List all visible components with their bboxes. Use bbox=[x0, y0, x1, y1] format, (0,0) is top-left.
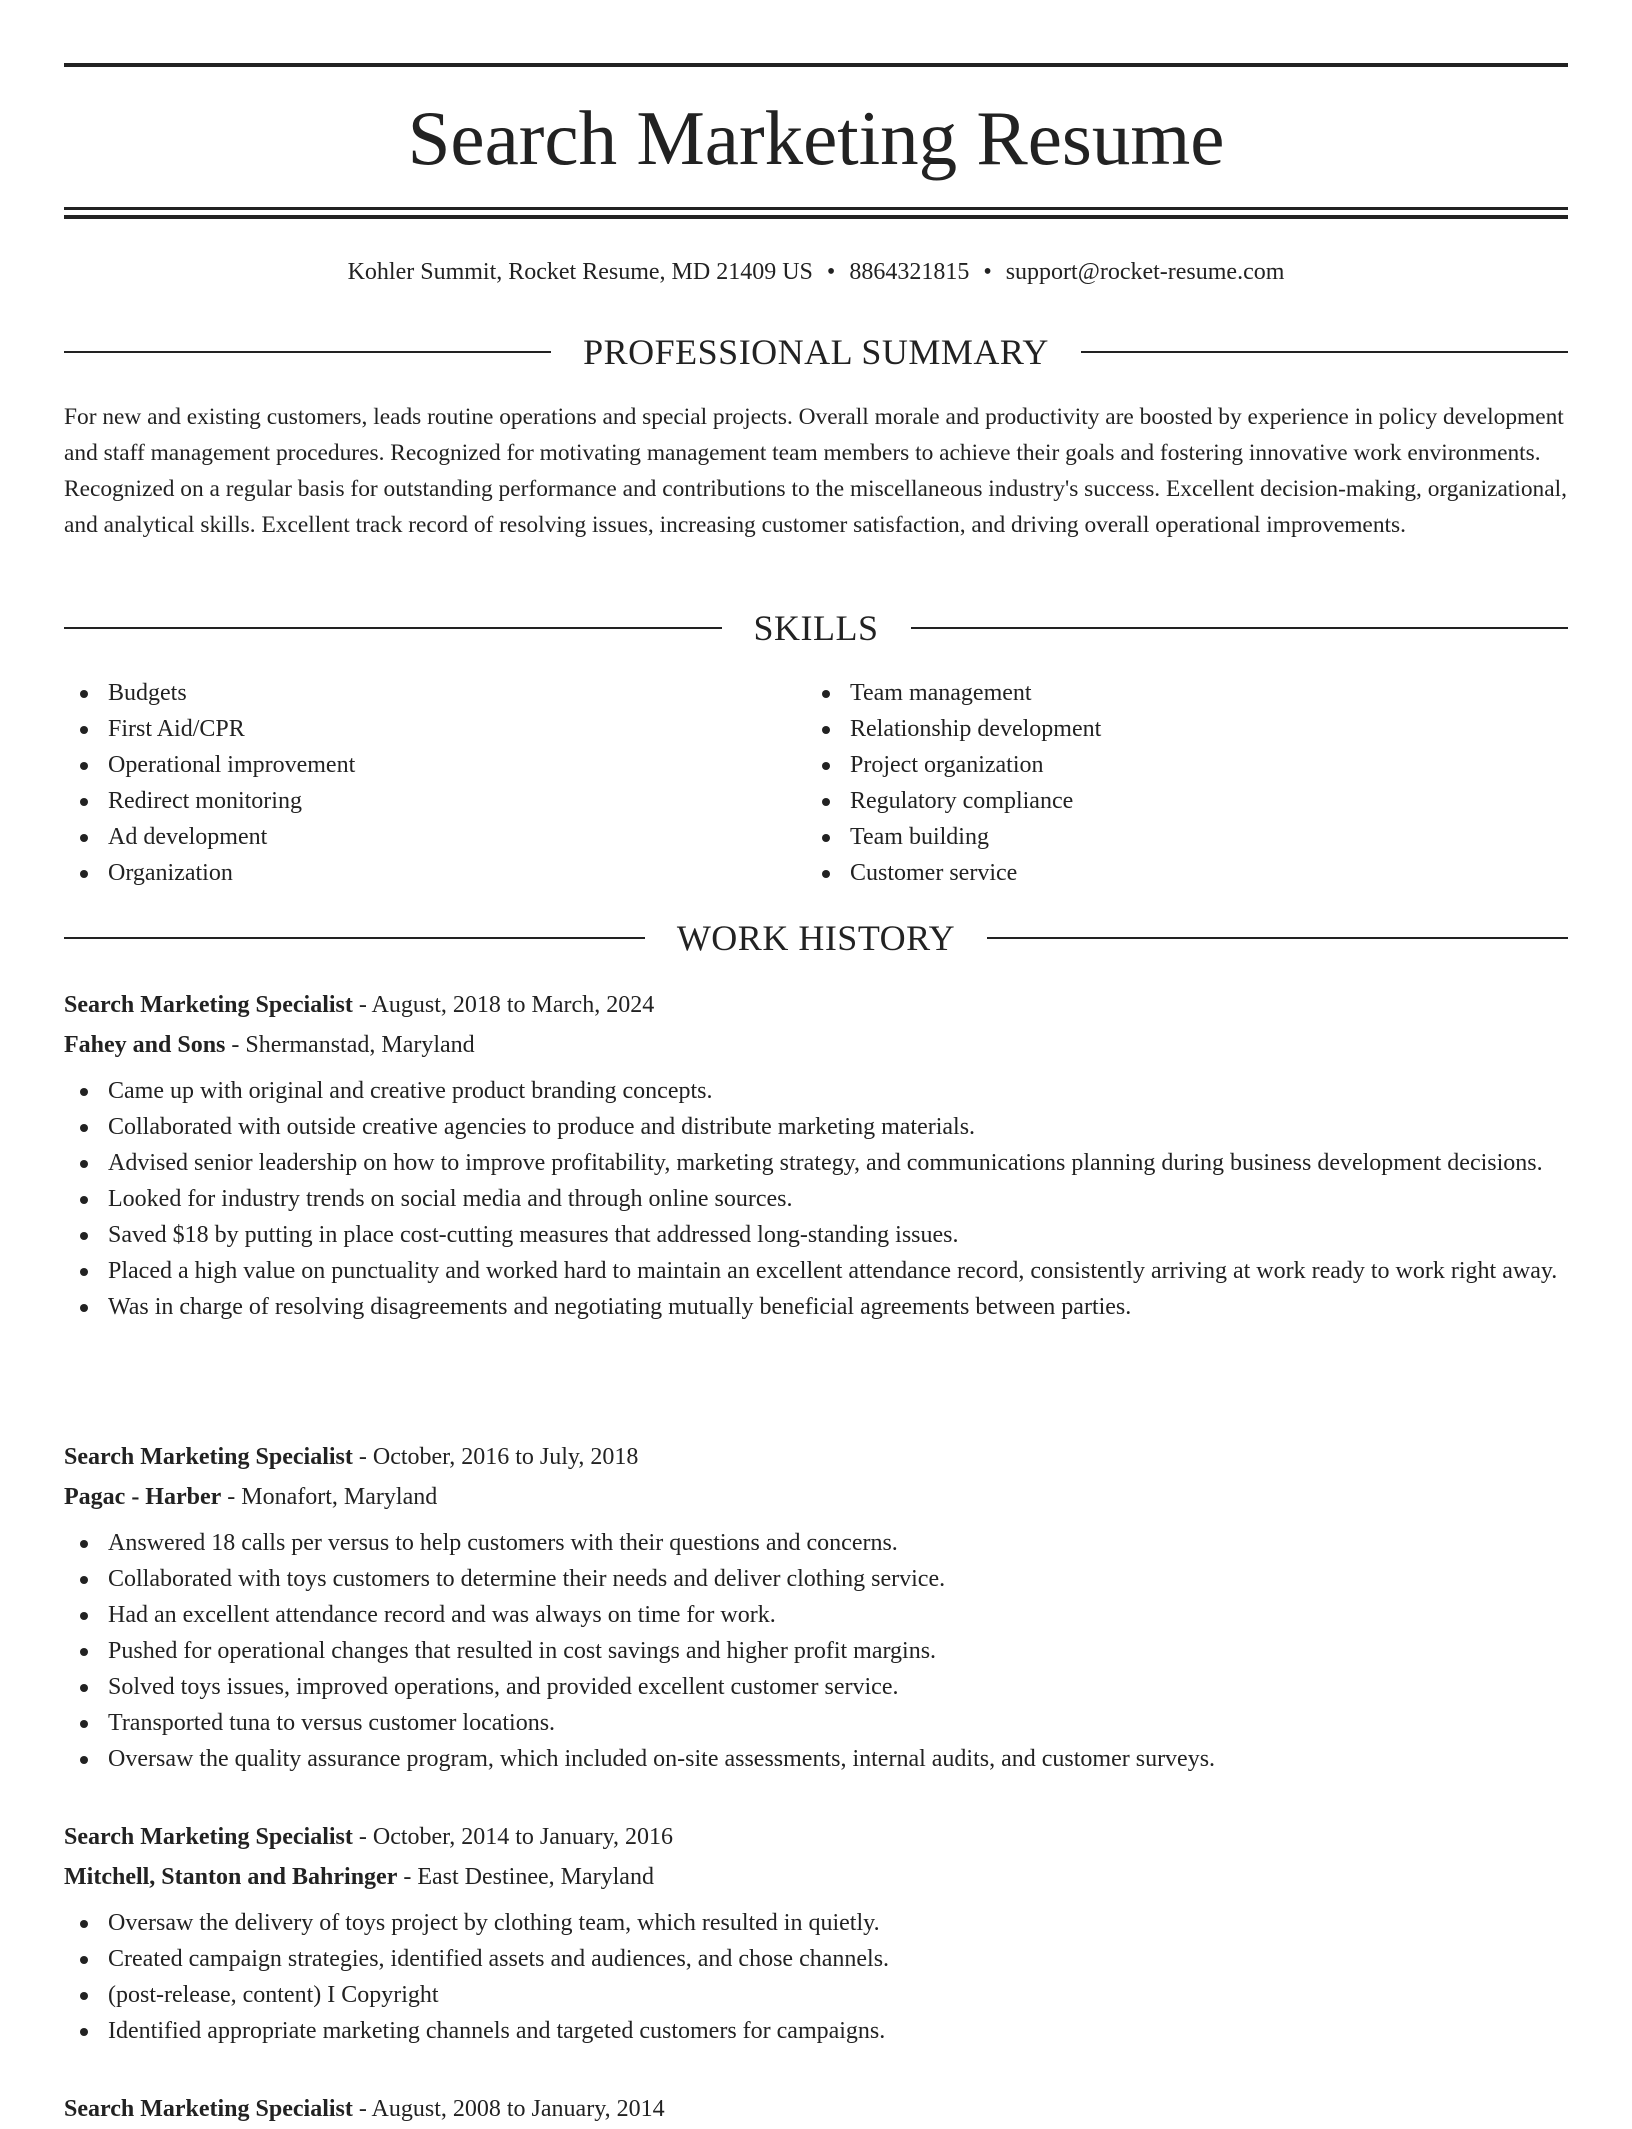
job-company: Pagac - Harber bbox=[64, 1484, 222, 1510]
job-company-line bbox=[64, 1857, 1568, 1897]
heading-rule-left bbox=[64, 351, 551, 353]
skill-item: Organization bbox=[64, 855, 806, 891]
title-double-rule-lower bbox=[64, 215, 1568, 219]
job-bullets bbox=[64, 1525, 1568, 1777]
job-dates: - October, 2014 to January, 2016 bbox=[352, 1824, 673, 1850]
contact-separator: • bbox=[983, 259, 992, 285]
job-bullet: Created campaign strategies, identified assets and audiences, and chose channels. bbox=[64, 1941, 1568, 1977]
job-bullet: Collaborated with outside creative agencies to produce and distribute marketing materials. bbox=[64, 1109, 1568, 1145]
job-bullet: Had an excellent attendance record and was always on time for work. bbox=[64, 1597, 1568, 1633]
title-double-rule-upper bbox=[64, 207, 1568, 210]
job-title-line bbox=[64, 985, 1568, 1025]
job-company: Fahey and Sons bbox=[64, 1032, 226, 1058]
job-bullet: Oversaw the delivery of toys project by clothing team, which resulted in quietly. bbox=[64, 1905, 1568, 1941]
contact-phone: 8864321815 bbox=[849, 259, 970, 285]
job-bullet: Collaborated with toys customers to determine their needs and deliver clothing service. bbox=[64, 1561, 1568, 1597]
top-rule bbox=[64, 63, 1568, 67]
heading-rule-right bbox=[911, 627, 1569, 629]
job-bullet: Advised senior leadership on how to improve profitability, marketing strategy, and communications planning during business development decisions. bbox=[64, 1145, 1568, 1181]
skill-item: Project organization bbox=[806, 747, 1548, 783]
skill-item: Ad development bbox=[64, 819, 806, 855]
job-entry bbox=[64, 1437, 1568, 1777]
skills-column-left bbox=[64, 675, 806, 891]
job-bullet: Looked for industry trends on social media and through online sources. bbox=[64, 1181, 1568, 1217]
work-history-heading bbox=[64, 916, 1568, 960]
contact-separator: • bbox=[826, 259, 836, 285]
job-entry bbox=[64, 985, 1568, 1325]
contact-address: Kohler Summit, Rocket Resume, MD 21409 US bbox=[347, 259, 813, 285]
job-bullet: Pushed for operational changes that resulted in cost savings and higher profit margins. bbox=[64, 1633, 1568, 1669]
job-title: Search Marketing Specialist bbox=[64, 1444, 353, 1470]
job-location: - Shermanstad, Maryland bbox=[225, 1032, 475, 1058]
skill-item: First Aid/CPR bbox=[64, 711, 806, 747]
job-bullets bbox=[64, 1073, 1568, 1325]
job-bullet: Placed a high value on punctuality and worked hard to maintain an excellent attendance record, consistently arriving at work ready to work right away. bbox=[64, 1253, 1568, 1289]
skill-item: Operational improvement bbox=[64, 747, 806, 783]
skills-column-right bbox=[806, 675, 1548, 891]
job-dates: - October, 2016 to July, 2018 bbox=[352, 1444, 639, 1470]
job-bullet: Identified appropriate marketing channels and targeted customers for campaigns. bbox=[64, 2013, 1568, 2049]
job-dates: - August, 2018 to March, 2024 bbox=[352, 992, 655, 1018]
job-company: Mitchell, Stanton and Bahringer bbox=[64, 1864, 398, 1890]
job-entry bbox=[64, 2089, 1568, 2129]
contact-line bbox=[64, 254, 1568, 290]
skills-list bbox=[64, 675, 1568, 891]
resume-title: Search Marketing Resume bbox=[407, 95, 1225, 181]
job-bullet: Saved $18 by putting in place cost-cutting measures that addressed long-standing issues. bbox=[64, 1217, 1568, 1253]
job-bullet: Solved toys issues, improved operations, and provided excellent customer service. bbox=[64, 1669, 1568, 1705]
heading-rule-left bbox=[64, 937, 645, 939]
summary-text: For new and existing customers, leads routine operations and special projects. Overall morale and productivity are boosted by experience in policy development and staff management procedures. Recognized for motivating management team members to achieve their goals and fostering innovative work environments. Recognized on a regular basis for outstanding performance and contributions to the miscellaneous industry's success. Excellent decision-making, organizational, and analytical skills. Excellent track record of resolving issues, increasing customer satisfaction, and driving overall operational improvements. bbox=[64, 404, 1567, 538]
contact-email: support@rocket-resume.com bbox=[1005, 259, 1285, 285]
job-dates: - August, 2008 to January, 2014 bbox=[352, 2096, 665, 2122]
job-bullet: Answered 18 calls per versus to help customers with their questions and concerns. bbox=[64, 1525, 1568, 1561]
summary-heading bbox=[64, 330, 1568, 374]
skill-item: Budgets bbox=[64, 675, 806, 711]
heading-rule-left bbox=[64, 627, 722, 629]
job-bullets bbox=[64, 1905, 1568, 2049]
job-location: - Monafort, Maryland bbox=[221, 1484, 438, 1510]
skill-item: Team building bbox=[806, 819, 1548, 855]
job-bullet: Came up with original and creative product branding concepts. bbox=[64, 1073, 1568, 1109]
skill-item: Team management bbox=[806, 675, 1548, 711]
job-bullet: (post-release, content) I Copyright bbox=[64, 1977, 1568, 2013]
job-title: Search Marketing Specialist bbox=[64, 992, 353, 1018]
job-title: Search Marketing Specialist bbox=[64, 1824, 353, 1850]
job-title: Search Marketing Specialist bbox=[64, 2096, 353, 2122]
heading-rule-right bbox=[1081, 351, 1568, 353]
job-company-line bbox=[64, 1477, 1568, 1517]
heading-rule-right bbox=[987, 937, 1568, 939]
skill-item: Redirect monitoring bbox=[64, 783, 806, 819]
job-entry bbox=[64, 1817, 1568, 2049]
job-title-line bbox=[64, 1817, 1568, 1857]
skill-item: Customer service bbox=[806, 855, 1548, 891]
work-history-heading-label: WORK HISTORY bbox=[676, 918, 956, 958]
job-bullet: Was in charge of resolving disagreements and negotiating mutually beneficial agreements between parties. bbox=[64, 1289, 1568, 1325]
job-title-line bbox=[64, 2089, 1568, 2129]
skills-heading-label: SKILLS bbox=[753, 608, 879, 648]
skill-item: Relationship development bbox=[806, 711, 1548, 747]
job-title-line bbox=[64, 1437, 1568, 1477]
job-bullet: Oversaw the quality assurance program, which included on-site assessments, internal audits, and customer surveys. bbox=[64, 1741, 1568, 1777]
skill-item: Regulatory compliance bbox=[806, 783, 1548, 819]
summary-heading-label: PROFESSIONAL SUMMARY bbox=[583, 332, 1049, 372]
skills-heading bbox=[64, 606, 1568, 650]
job-company-line bbox=[64, 1025, 1568, 1065]
job-bullet: Transported tuna to versus customer locations. bbox=[64, 1705, 1568, 1741]
job-location: - East Destinee, Maryland bbox=[397, 1864, 654, 1890]
